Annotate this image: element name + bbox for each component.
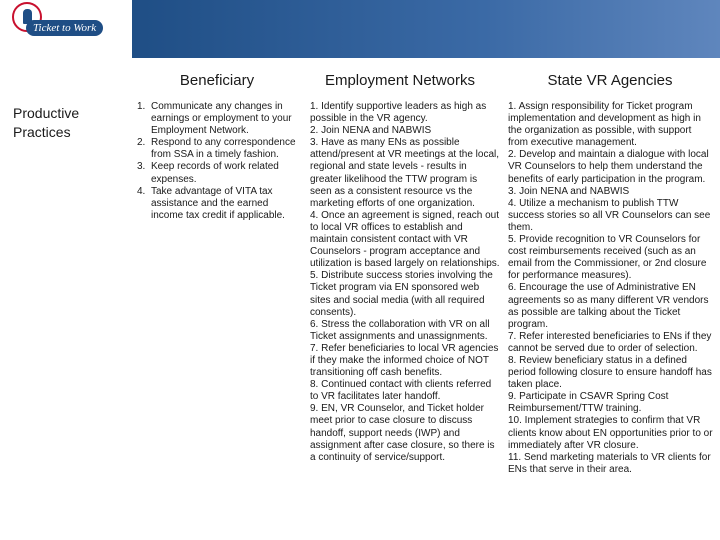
list-item: 9. EN, VR Counselor, and Ticket holder meet prior to case closure to discuss handoff, support needs (IWP) and assignment after case closure, so there is a continuity of service/support.: [310, 403, 495, 463]
header: [0, 0, 720, 58]
list-item: 5. Distribute success stories involving the Ticket program via EN sponsored web sites and social media (with all required consents).: [310, 270, 493, 318]
list-item: 7. Refer interested beneficiaries to ENs if they cannot be served due to order of selection.: [508, 330, 712, 354]
list-item: 10. Implement strategies to confirm that VR clients know about EN opportunities prior to or immediately after VR closure.: [508, 415, 713, 451]
list-item: 2. Join NENA and NABWIS: [310, 125, 432, 137]
list-item: 2. Develop and maintain a dialogue with local VR Counselors to help them understand the benefits of early participation in the program.: [508, 149, 709, 185]
column-header-employment-networks: Employment Networks: [324, 72, 476, 89]
list-item: 4. Utilize a mechanism to publish TTW success stories so all VR Counselors can see them.: [508, 197, 711, 233]
list-item: 9. Participate in CSAVR Spring Cost Reimbursement/TTW training.: [508, 391, 669, 415]
state-vr-agencies-column: [508, 101, 714, 476]
ticket-to-work-logo[interactable]: [0, 0, 132, 58]
list-item: 5. Provide recognition to VR Counselors for cost reimbursements received (such as an email from the Commissioner, or 2nd closure for performance measures).: [508, 234, 707, 282]
list-item: 2. Respond to any correspondence from SSA in a timely fashion.: [137, 137, 296, 161]
row-label-productive-practices: Productive Practices: [13, 105, 80, 140]
list-item: 11. Send marketing materials to VR clients for ENs that serve in their area.: [508, 451, 711, 475]
list-item: 1. Assign responsibility for Ticket program implementation and development as high in the organization as possible, with support from executive management.: [508, 101, 701, 149]
beneficiary-column: [137, 101, 300, 222]
list-item: 3. Join NENA and NABWIS: [508, 185, 630, 197]
column-header-beneficiary: Beneficiary: [179, 72, 255, 89]
list-item: 8. Review beneficiary status in a defined period following closure to ensure handoff has taken place.: [508, 354, 712, 391]
column-header-state-vr-agencies: State VR Agencies: [547, 72, 673, 89]
list-item: 3. Keep records of work related expenses.: [137, 161, 279, 185]
list-item: 8. Continued contact with clients referred to VR facilitates later handoff.: [310, 379, 492, 403]
list-item: 1. Identify supportive leaders as high as possible in the VR agency.: [310, 101, 487, 125]
list-item: 6. Encourage the use of Administrative EN agreements so as many different VR vendors as possible are talking about the Ticket program.: [508, 282, 709, 330]
list-item: 4. Take advantage of VITA tax assistance and the earned income tax credit if applicable.: [137, 185, 285, 221]
header-banner: [132, 0, 720, 58]
list-item: 1. Communicate any changes in earnings or employment to your Employment Network.: [137, 101, 292, 137]
employment-networks-column: [310, 101, 500, 464]
list-item: 6. Stress the collaboration with VR on all Ticket assignments and unassignments.: [310, 318, 490, 342]
beneficiary-list: [137, 101, 300, 222]
logo-text: Ticket to Work: [26, 20, 103, 36]
list-item: 7. Refer beneficiaries to local VR agencies if they make the informed choice of NOT transitioning off cash benefits.: [310, 342, 499, 379]
list-item: 3. Have as many ENs as possible attend/present at VR meetings at the local, regional and state levels - results in greater likelihood the TTW program is seen as a consistent resource vs the marketing efforts of one organization.: [310, 137, 499, 209]
list-item: 4. Once an agreement is signed, reach out to local VR offices to establish and maintain consistent contact with VR Counselors - program acceptance and utilization is based largely on relationships.: [310, 209, 500, 270]
